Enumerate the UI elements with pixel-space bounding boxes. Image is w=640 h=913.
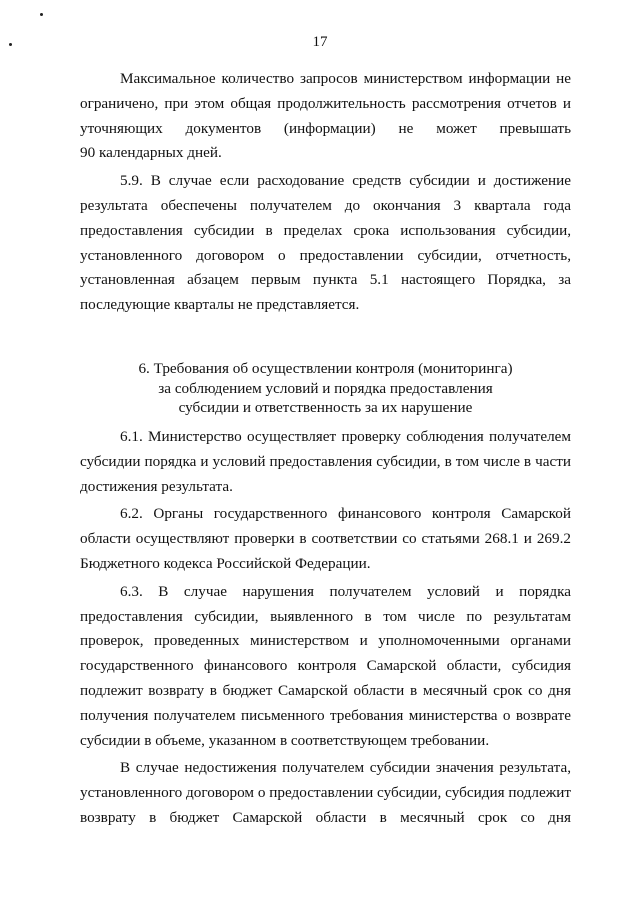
paragraph-max-requests-end: 90 календарных дней.	[80, 144, 222, 162]
section-6-heading-line-3: субсидии и ответственность за их нарушение	[178, 399, 473, 416]
section-6-heading-line-1: 6. Требования об осуществлении контроля (мониторинга)	[138, 360, 513, 377]
section-6-heading	[80, 359, 571, 418]
top-paragraphs	[80, 67, 571, 318]
paragraph-5-9: 5.9. В случае если расходование средств субсидии и достижение результата обеспечены получателем до окончания 3 квартала года предоставления субсидии в пределах срока использования субсидии, установленного договором о предоставлении субсидии, отчетность, установленная абзацем первым пункта 5.1 настоящего Порядка, за последующие кварталы не представляется.	[80, 172, 571, 314]
section-6-heading-line-2: за соблюдением условий и порядка предоставления	[158, 379, 493, 397]
section-6-body	[80, 425, 571, 831]
paragraph-6-3-continuation: В случае недостижения получателем субсидии значения результата, установленного договором о предоставлении субсидии, субсидия подлежит возврату в бюджет Самарской области в месячный срок со дня	[80, 759, 571, 826]
paragraph-6-2: 6.2. Органы государственного финансового контроля Самарской области осуществляют проверки в соответствии со статьями 268.1 и 269.2 Бюджетного кодекса Российской Федерации.	[80, 505, 571, 572]
paragraph-max-requests: Максимальное количество запросов министерством информации не ограничено, при этом общая продолжительность рассмотрения отчетов и уточняющих документов (информации) не может превышать	[80, 70, 571, 137]
paragraph-6-1: 6.1. Министерство осуществляет проверку соблюдения получателем субсидии порядка и условий предоставления субсидии, в том числе в части достижения результата.	[80, 428, 571, 495]
paragraph-6-3: 6.3. В случае нарушения получателем условий и порядка предоставления субсидии, выявленного в том числе по результатам проверок, проведенных министерством и уполномоченными органами государственного финансового контроля Самарской области, субсидия подлежит возврату в бюджет Самарской области в месячный срок со дня получения получателем письменного требования министерства о возврате субсидии в объеме, указанном в соответствующем требовании.	[80, 582, 571, 749]
page-number: 17	[312, 34, 328, 50]
scan-speck-top	[40, 13, 43, 16]
